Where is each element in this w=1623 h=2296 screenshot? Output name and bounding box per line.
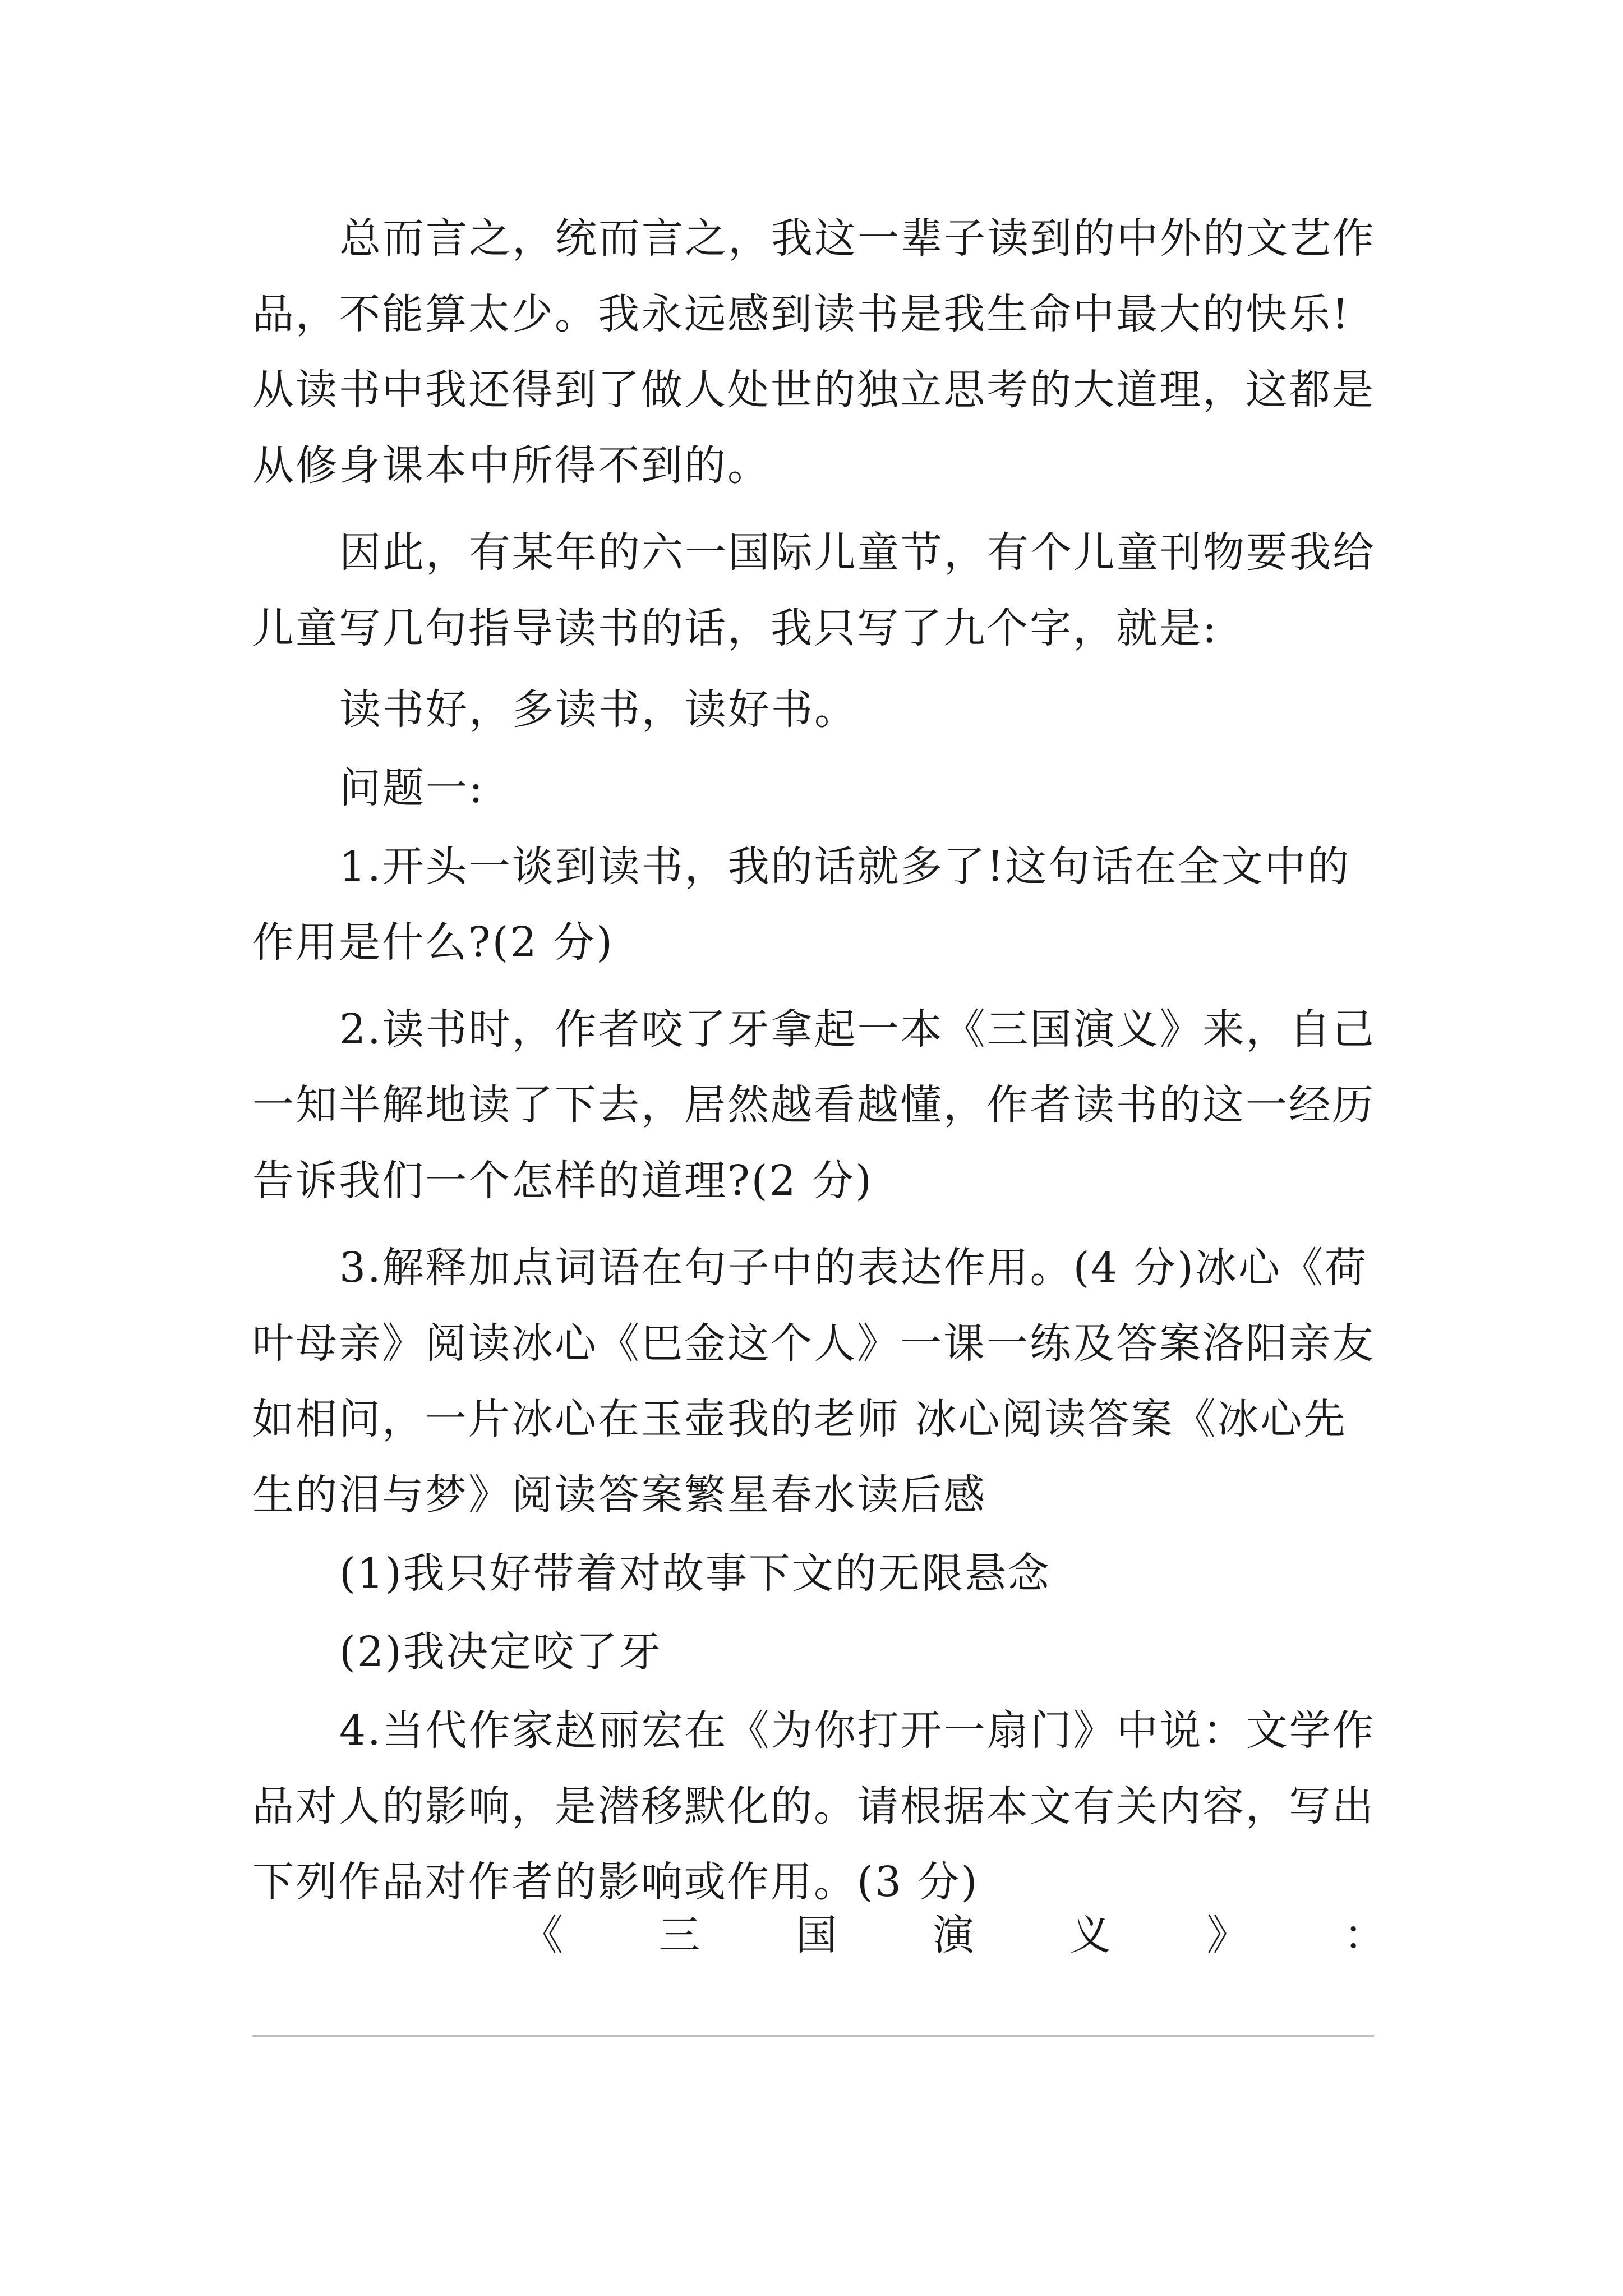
question-4-line-3: 下列作品对作者的影响或作用。(3 分): [252, 1858, 979, 1906]
answer-prompt-char: 国: [795, 1911, 837, 1959]
paragraph-1-line-1: 总而言之，统而言之，我这一辈子读到的中外的文艺作: [339, 214, 1376, 263]
question-2-line-1: 2.读书时，作者咬了牙拿起一本《三国演义》来，自己: [339, 1005, 1376, 1053]
answer-prompt-char: 义: [1069, 1911, 1112, 1959]
question-3-line-4: 生的泪与梦》阅读答案繁星春水读后感: [252, 1471, 986, 1519]
question-4-line-2: 品对人的影响，是潜移默化的。请根据本文有关内容，写出: [252, 1782, 1375, 1830]
reading-motto: 读书好，多读书，读好书。: [339, 685, 857, 734]
question-3-item-1: (1)我只好带着对故事下文的无限悬念: [339, 1549, 1051, 1598]
question-1-line-2: 作用是什么?(2 分): [252, 918, 615, 967]
answer-prompt-char: 演: [932, 1911, 974, 1959]
paragraph-1-line-2: 品，不能算太少。我永远感到读书是我生命中最大的快乐!: [252, 290, 1350, 338]
question-2-line-3: 告诉我们一个怎样的道理?(2 分): [252, 1157, 874, 1205]
answer-prompt-char: 》: [1206, 1911, 1248, 1959]
answer-blank-line[interactable]: [252, 2035, 1374, 2037]
question-2-line-2: 一知半解地读了下去，居然越看越懂，作者读书的这一经历: [252, 1081, 1375, 1129]
answer-prompt-char: 三: [658, 1911, 700, 1959]
paragraph-2-line-2: 儿童写几句指导读书的话，我只写了九个字，就是:: [252, 604, 1218, 652]
paragraph-1-line-3: 从读书中我还得到了做人处世的独立思考的大道理，这都是: [252, 366, 1375, 414]
question-3-line-3: 如相问，一片冰心在玉壶我的老师 冰心阅读答案《冰心先: [252, 1395, 1347, 1443]
question-3-line-2: 叶母亲》阅读冰心《巴金这个人》一课一练及答案洛阳亲友: [252, 1319, 1375, 1368]
question-heading: 问题一:: [339, 764, 485, 812]
question-1-line-1: 1.开头一谈到读书，我的话就多了!这句话在全文中的: [339, 843, 1351, 891]
answer-prompt-char: ：: [1343, 1911, 1385, 1959]
paragraph-2-line-1: 因此，有某年的六一国际儿童节，有个儿童刊物要我给: [339, 528, 1376, 577]
answer-prompt: [522, 1907, 1385, 1963]
question-3-line-1: 3.解释加点词语在句子中的表达作用。(4 分)冰心《荷: [339, 1244, 1368, 1292]
paragraph-1-line-4: 从修身课本中所得不到的。: [252, 441, 771, 490]
question-3-item-2: (2)我决定咬了牙: [339, 1628, 662, 1676]
question-4-line-1: 4.当代作家赵丽宏在《为你打开一扇门》中说：文学作: [339, 1706, 1376, 1755]
answer-prompt-char: 《: [522, 1911, 563, 1959]
